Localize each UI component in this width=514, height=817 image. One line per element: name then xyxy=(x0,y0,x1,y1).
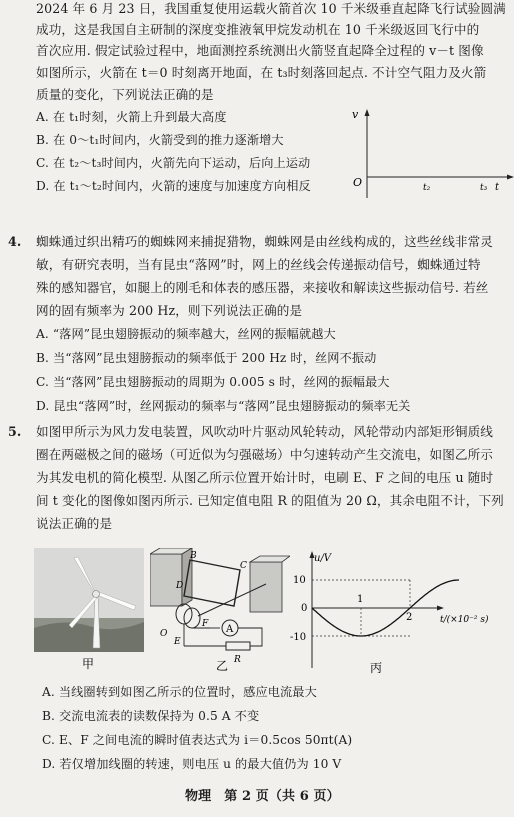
t1-label: 1 xyxy=(357,594,364,605)
q3-line-2: 成功，这是我国自主研制的深度变推液氧甲烷发动机在 10 千米级返回飞行中的 xyxy=(36,22,480,37)
label-d: D xyxy=(176,581,184,591)
q4-option-b: B. 当“落网”昆虫翅膀振动的频率低于 200 Hz 时，丝网不振动 xyxy=(36,351,377,365)
q5-line-2: 圈在两磁极之间的磁场（可近似为匀强磁场）中匀速转动产生交流电，如图乙所示 xyxy=(36,447,493,462)
q3-option-d: D. 在 t₁～t₂时间内，火箭的速度与加速度方向相反 xyxy=(36,179,311,193)
u-zero-label: 0 xyxy=(301,603,308,614)
turbine-hub xyxy=(93,591,100,598)
ammeter-label: A xyxy=(226,624,234,635)
label-e: E xyxy=(174,637,181,647)
page-footer: 物理 第 2 页（共 6 页） xyxy=(185,789,340,804)
v-axis-arrow xyxy=(365,109,370,116)
q4-line-3: 殊的感知器官，如腿上的刚毛和体表的感压器，来接收和解读这些振动信号. 若丝 xyxy=(36,280,489,295)
label-c: C xyxy=(240,561,247,571)
q5-number xyxy=(8,424,21,440)
q3-line-5: 质量的变化，下列说法正确的是 xyxy=(36,87,214,102)
q3-line-1: 2024 年 6 月 23 日，我国重复使用运载火箭首次 10 千米级垂直起降飞行试验圆满 xyxy=(36,1,506,16)
q5-line-1: 如图甲所示为风力发电装置，风吹动叶片驱动风轮转动，风轮带动内部矩形铜质线 xyxy=(36,424,493,439)
q5-line-5: 说法正确的是 xyxy=(36,516,113,531)
q5-option-d: D. 若仅增加线圈的转速，则电压 u 的最大值仍为 10 V xyxy=(42,757,342,771)
label-b: B xyxy=(190,551,197,561)
q3-option-c: C. 在 t₂～t₃时间内，火箭先向下运动，后向上运动 xyxy=(36,156,311,170)
t2-label: t₂ xyxy=(423,183,431,193)
origin-label: O xyxy=(353,176,363,189)
q3-option-b: B. 在 0～t₁时间内，火箭受到的推力逐渐增大 xyxy=(36,133,284,147)
q3-line-3: 首次应用. 假定试验过程中，地面测控系统测出火箭竖直起降全过程的 v－t 图像 xyxy=(36,43,484,58)
figure-bing-label: 丙 xyxy=(370,661,383,675)
u-max-label: 10 xyxy=(293,575,306,586)
q4-number xyxy=(8,234,21,250)
t-axis-arrow-bing xyxy=(437,606,444,611)
q5-number-text: 5. xyxy=(8,424,22,439)
q5-option-b: B. 交流电流表的读数保持为 0.5 A 不变 xyxy=(42,709,260,723)
q3-line-4: 如图所示，火箭在 t＝0 时刻离开地面，在 t₃时刻落回起点. 不计空气阻力及火箭 xyxy=(36,65,487,80)
resistor xyxy=(226,642,250,650)
q3-vt-graph xyxy=(340,104,514,202)
magnet-s-top xyxy=(250,556,290,562)
q4-option-d: D. 昆虫“落网”时，丝网振动的频率与“落网”昆虫翅膀振动的频率无关 xyxy=(36,399,411,413)
t2-label-bing: 2 xyxy=(406,612,413,623)
q5-option-c: C. E、F 之间电流的瞬时值表达式为 i＝0.5cos 50πt(A) xyxy=(42,733,353,747)
figure-yi-label: 乙 xyxy=(216,659,229,672)
q4-line-2: 敏，有研究表明，当有昆虫“落网”时，网上的丝线会传递振动信号，蜘蛛通过特 xyxy=(36,257,481,272)
q5-line-4: 间 t 变化的图像如图丙所示. 已知定值电阻 R 的阻值为 20 Ω，其余电阻不计，下列 xyxy=(36,493,504,508)
q4-option-c: C. 当“落网”昆虫翅膀振动的周期为 0.005 s 时，丝网的振幅最大 xyxy=(36,375,390,389)
t3-label: t₃ xyxy=(480,183,488,193)
u-axis-label: u/V xyxy=(314,553,332,564)
q4-option-a: A. “落网”昆虫翅膀振动的频率越大，丝网的振幅就越大 xyxy=(36,327,336,341)
figure-jia-wind-turbine xyxy=(34,548,144,670)
t-axis-arrow xyxy=(507,175,514,180)
figure-bing-ut-graph xyxy=(290,550,512,676)
label-r: R xyxy=(234,655,241,665)
q3-option-a: A. 在 t₁时刻，火箭上升到最大高度 xyxy=(36,110,227,124)
figure-jia-label: 甲 xyxy=(82,657,95,670)
t-axis-label: t xyxy=(495,182,500,193)
label-f: F xyxy=(202,619,209,629)
t-axis-label-bing: t/(×10⁻² s) xyxy=(440,615,489,625)
q4-line-4: 网的固有频率为 200 Hz，则下列说法正确的是 xyxy=(36,303,303,318)
magnet-s xyxy=(250,562,282,612)
magnet-n xyxy=(150,554,182,606)
v-axis-label: v xyxy=(352,108,359,121)
u-min-label: -10 xyxy=(290,632,307,643)
q5-line-3: 为其发电机的简化模型. 从图乙所示位置开始计时，电刷 E、F 之间的电压 u 随时 xyxy=(36,470,494,485)
figure-yi-generator-model xyxy=(150,548,290,672)
label-o: O xyxy=(160,629,168,639)
q4-number-text: 4. xyxy=(8,234,22,249)
q4-line-1: 蜘蛛通过织出精巧的蜘蛛网来捕捉猎物，蜘蛛网是由丝线构成的，这些丝线非常灵 xyxy=(36,234,493,249)
q5-option-a: A. 当线圈转到如图乙所示的位置时，感应电流最大 xyxy=(42,685,317,699)
